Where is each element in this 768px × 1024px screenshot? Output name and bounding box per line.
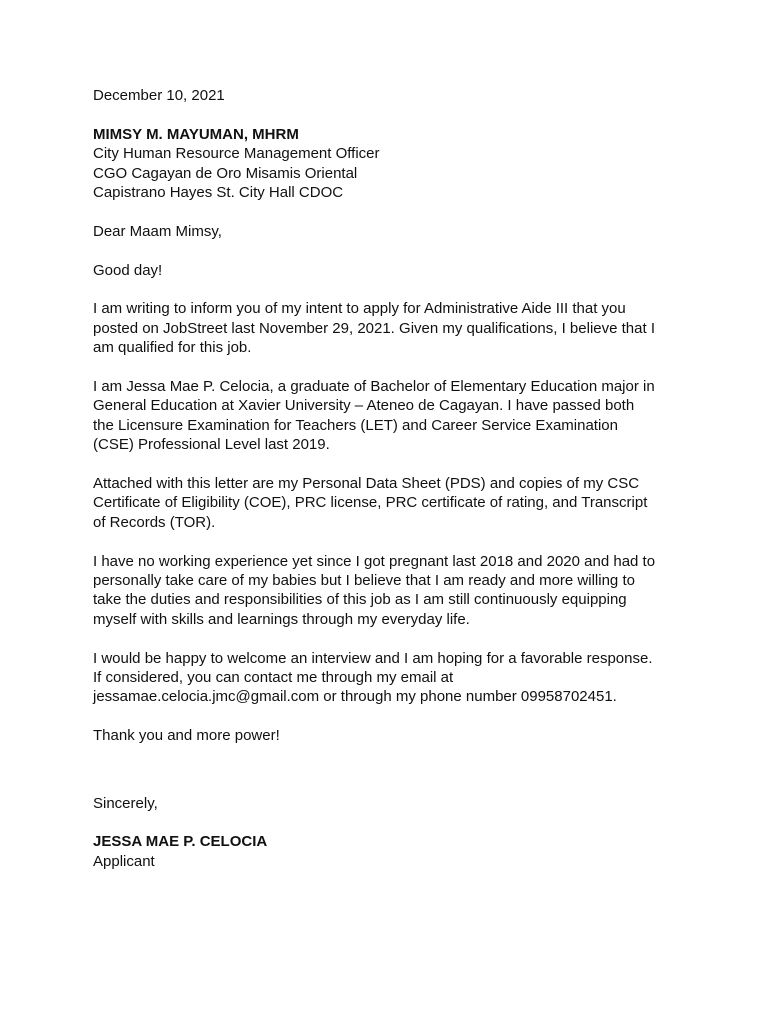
paragraph-line: myself with skills and learnings through my everyday life. [93, 610, 470, 628]
paragraph-line: posted on JobStreet last November 29, 2021. Given my qualifications, I believe that I [93, 319, 655, 337]
letter-date: December 10, 2021 [93, 87, 225, 104]
paragraph-line: am qualified for this job. [93, 339, 252, 357]
paragraph-line: Attached with this letter are my Personal Data Sheet (PDS) and copies of my CSC [93, 475, 640, 493]
greeting: Good day! [93, 261, 163, 279]
paragraph-line: jessamae.celocia.jmc@gmail.com or through my phone number 09958702451. [93, 688, 617, 706]
paragraph-line: General Education at Xavier University – Ateneo de Cagayan. I have passed both [93, 397, 635, 415]
paragraph-line: personally take care of my babies but I believe that I am ready and more willing to [93, 572, 635, 590]
closing: Sincerely, [93, 794, 158, 812]
recipient-office: CGO Cagayan de Oro Misamis Oriental [93, 164, 358, 182]
paragraph-intent [93, 299, 693, 357]
recipient-name: MIMSY M. MAYUMAN, MHRM [93, 125, 299, 143]
paragraph-line: the Licensure Examination for Teachers (LET) and Career Service Examination [93, 416, 618, 434]
paragraph-line: take the duties and responsibilities of this job as I am still continuously equipping [93, 591, 627, 609]
recipient-block [93, 125, 693, 203]
paragraph-contact [93, 649, 693, 707]
thanks-line: Thank you and more power! [93, 727, 280, 745]
paragraph-line: I have no working experience yet since I got pregnant last 2018 and 2020 and had to [93, 552, 656, 570]
signature-title: Applicant [93, 852, 155, 870]
paragraph-background [93, 377, 693, 455]
paragraph-attachments [93, 474, 693, 532]
paragraph-experience [93, 552, 693, 630]
signature-block [93, 832, 693, 871]
paragraph-line: I am writing to inform you of my intent to apply for Administrative Aide III that you [93, 300, 626, 318]
letter-page [93, 86, 693, 871]
signature-name: JESSA MAE P. CELOCIA [93, 833, 268, 851]
recipient-title: City Human Resource Management Officer [93, 145, 380, 163]
recipient-address: Capistrano Hayes St. City Hall CDOC [93, 184, 344, 202]
paragraph-line: I am Jessa Mae P. Celocia, a graduate of Bachelor of Elementary Education major in [93, 378, 655, 396]
paragraph-line: Certificate of Eligibility (COE), PRC license, PRC certificate of rating, and Transcript [93, 494, 648, 512]
paragraph-line: If considered, you can contact me through my email at [93, 669, 454, 687]
salutation: Dear Maam Mimsy, [93, 222, 222, 240]
paragraph-line: of Records (TOR). [93, 513, 216, 531]
paragraph-line: I would be happy to welcome an interview and I am hoping for a favorable response. [93, 649, 653, 667]
paragraph-line: (CSE) Professional Level last 2019. [93, 436, 330, 454]
